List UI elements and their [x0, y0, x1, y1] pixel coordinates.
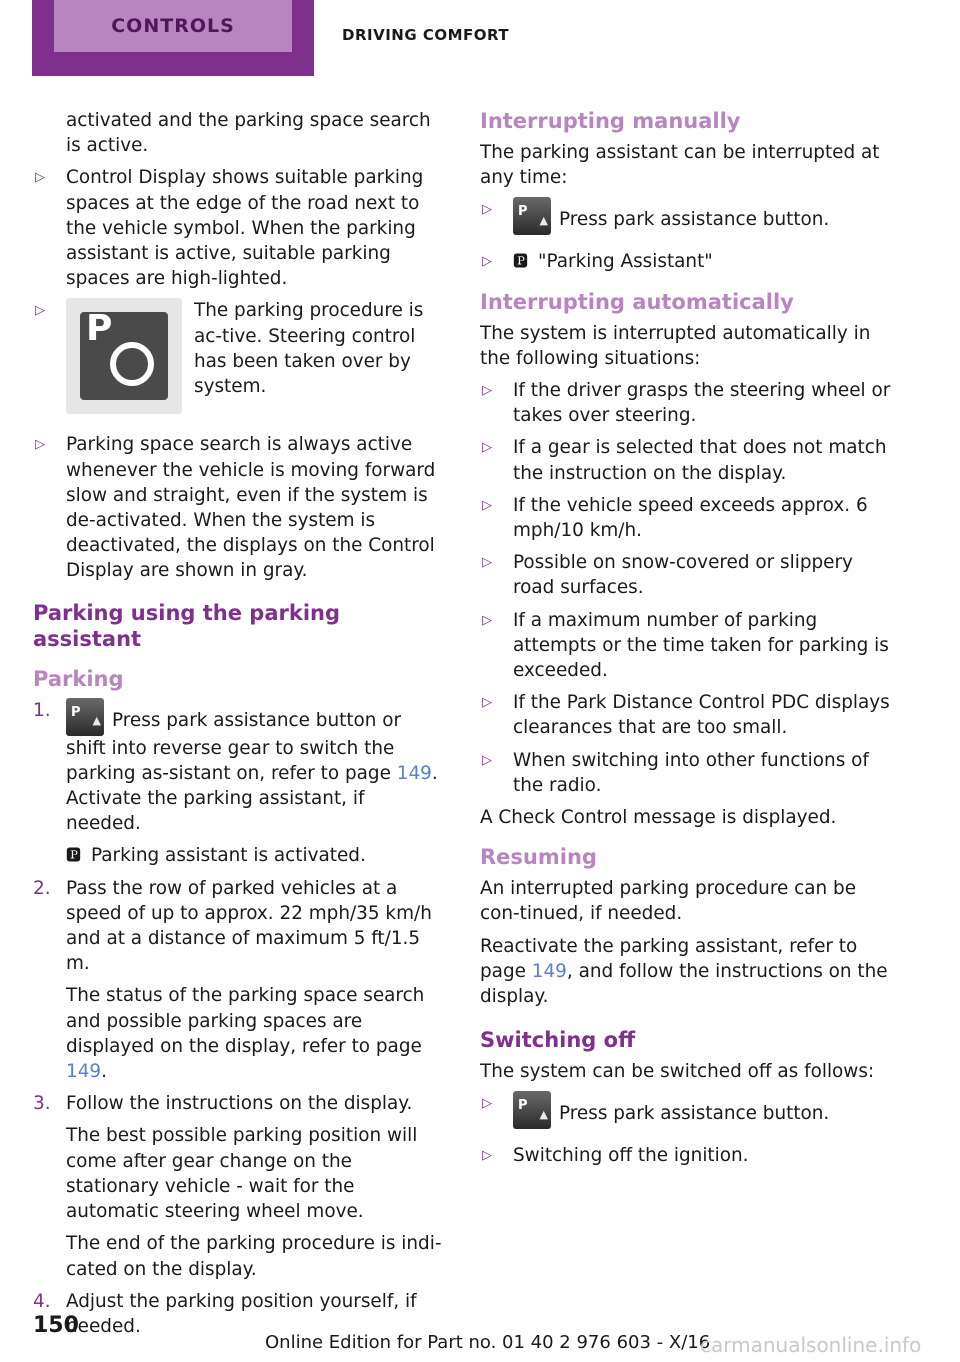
- list-item: ▷ P ▲ Press park assistance button.: [480, 197, 900, 235]
- auto-intro: The system is interrupted automatically in the following situations:: [480, 322, 871, 369]
- heading-interrupting-automatically: Interrupting automatically: [480, 289, 794, 314]
- triangle-right-icon: ▷: [482, 1096, 492, 1112]
- list-item: ▷ When switching into other functions of the radio.: [480, 748, 900, 798]
- park-assistance-button-icon: P ▲: [513, 197, 551, 235]
- heading-interrupting-manually: Interrupting manually: [480, 109, 741, 133]
- list-item: ▷ If the vehicle speed exceeds approx. 6 mph/10 km/h.: [480, 493, 900, 543]
- step-4: 4. Adjust the parking position yourself, if needed.: [33, 1290, 417, 1337]
- triangle-right-icon: ▷: [482, 254, 492, 270]
- triangle-right-icon: ▷: [482, 695, 492, 711]
- triangle-right-icon: ▷: [35, 437, 45, 453]
- list-item: ▷ If the driver grasps the steering wheel or takes over steering.: [480, 378, 900, 428]
- watermark: carmanualsonline.info: [700, 1333, 922, 1357]
- triangle-right-icon: ▷: [35, 170, 45, 186]
- right-column: [480, 108, 900, 1176]
- list-item: ▷ 🅿 "Parking Assistant": [480, 249, 900, 274]
- off-intro: The system can be switched off as follows:: [480, 1061, 875, 1083]
- page-link[interactable]: 149: [531, 960, 567, 982]
- triangle-right-icon: ▷: [35, 303, 45, 319]
- tab-controls: [32, 0, 314, 76]
- auto-outro: A Check Control message is displayed.: [480, 807, 837, 829]
- list-item: ▷ P ▲ Press park assistance button.: [480, 1091, 900, 1129]
- triangle-right-icon: ▷: [482, 383, 492, 399]
- list-item: ▷ Control Display shows suitable parking spaces at the edge of the road next to the vehicle symbol. When the parking assistant is active, suitable parking spaces are high‐lighted.: [33, 165, 443, 291]
- list-item: ▷ Possible on snow-covered or slippery road surfaces.: [480, 550, 900, 600]
- resume-text-1: An interrupted parking procedure can be con‐tinued, if needed.: [480, 878, 857, 925]
- park-assistance-button-icon: P ▲: [513, 1091, 551, 1129]
- triangle-right-icon: ▷: [482, 497, 492, 513]
- section-title: DRIVING COMFORT: [342, 26, 510, 44]
- resume-text-2: Reactivate the parking assistant, refer to page 149, and follow the instructions on the display.: [480, 935, 888, 1008]
- list-item: ▷ If the Park Distance Control PDC displays clearances that are too small.: [480, 690, 900, 740]
- list-item: ▷ If a gear is selected that does not match the instruction on the display.: [480, 435, 900, 485]
- page-link[interactable]: 149: [396, 762, 432, 784]
- triangle-right-icon: ▷: [482, 555, 492, 571]
- heading-resuming: Resuming: [480, 845, 597, 870]
- heading-parking-using: Parking using the parking assistant: [33, 600, 341, 651]
- parking-steering-icon: P: [66, 298, 182, 414]
- triangle-right-icon: ▷: [482, 440, 492, 456]
- list-item: ▷ P The parking procedure is ac‐tive. Steering control has been taken over by system.: [33, 298, 443, 414]
- park-assistance-button-icon: P ▲: [66, 698, 104, 736]
- list-item: ▷ Parking space search is always active whenever the vehicle is moving forward slow and straight, even if the system is de‐activated. When the system is deactivated, the displays on the Control Display are shown in gray.: [33, 432, 443, 583]
- heading-parking: Parking: [33, 666, 124, 691]
- left-column: [33, 108, 443, 1346]
- step-3: 3. Follow the instructions on the display. The best possible parking position will come after gear change on the stationary vehicle - wait for the automatic steering wheel move. The end of the parking procedure is indi‐cated on the display.: [33, 1093, 442, 1280]
- list-item: ▷ If a maximum number of parking attempts or the time taken for parking is exceeded.: [480, 608, 900, 684]
- list-item: ▷ Switching off the ignition.: [480, 1143, 900, 1168]
- footer-edition: Online Edition for Part no. 01 40 2 976 603 - X/16: [265, 1332, 711, 1353]
- step-1: 1. P ▲ Press park assistance button or shift into reverse gear to switch the parking as‐sistant on, refer to page 149. Activate the parking assistant, if needed. 🅿 Parking assistant is activated.: [33, 698, 443, 869]
- page-number: 150: [33, 1313, 79, 1338]
- manual-intro: The parking assistant can be interrupted at any time:: [480, 142, 880, 189]
- triangle-right-icon: ▷: [482, 752, 492, 768]
- triangle-right-icon: ▷: [482, 1148, 492, 1164]
- triangle-right-icon: ▷: [482, 202, 492, 218]
- step-2: 2. Pass the row of parked vehicles at a speed of up to approx. 22 mph/35 km/h and at a distance of maximum 5 ft/1.5 m. The status of the parking space search and possible parking spaces are displayed on the display, refer to page 149.: [33, 877, 432, 1083]
- heading-switching-off: Switching off: [480, 1028, 636, 1053]
- triangle-right-icon: ▷: [482, 612, 492, 628]
- parking-steering-icon: 🅿: [66, 846, 82, 865]
- tab-controls-label: CONTROLS: [54, 0, 292, 52]
- intro-text: activated and the parking space search is active.: [66, 110, 431, 157]
- parking-steering-icon: 🅿: [513, 252, 529, 271]
- page-link[interactable]: 149: [66, 1061, 102, 1083]
